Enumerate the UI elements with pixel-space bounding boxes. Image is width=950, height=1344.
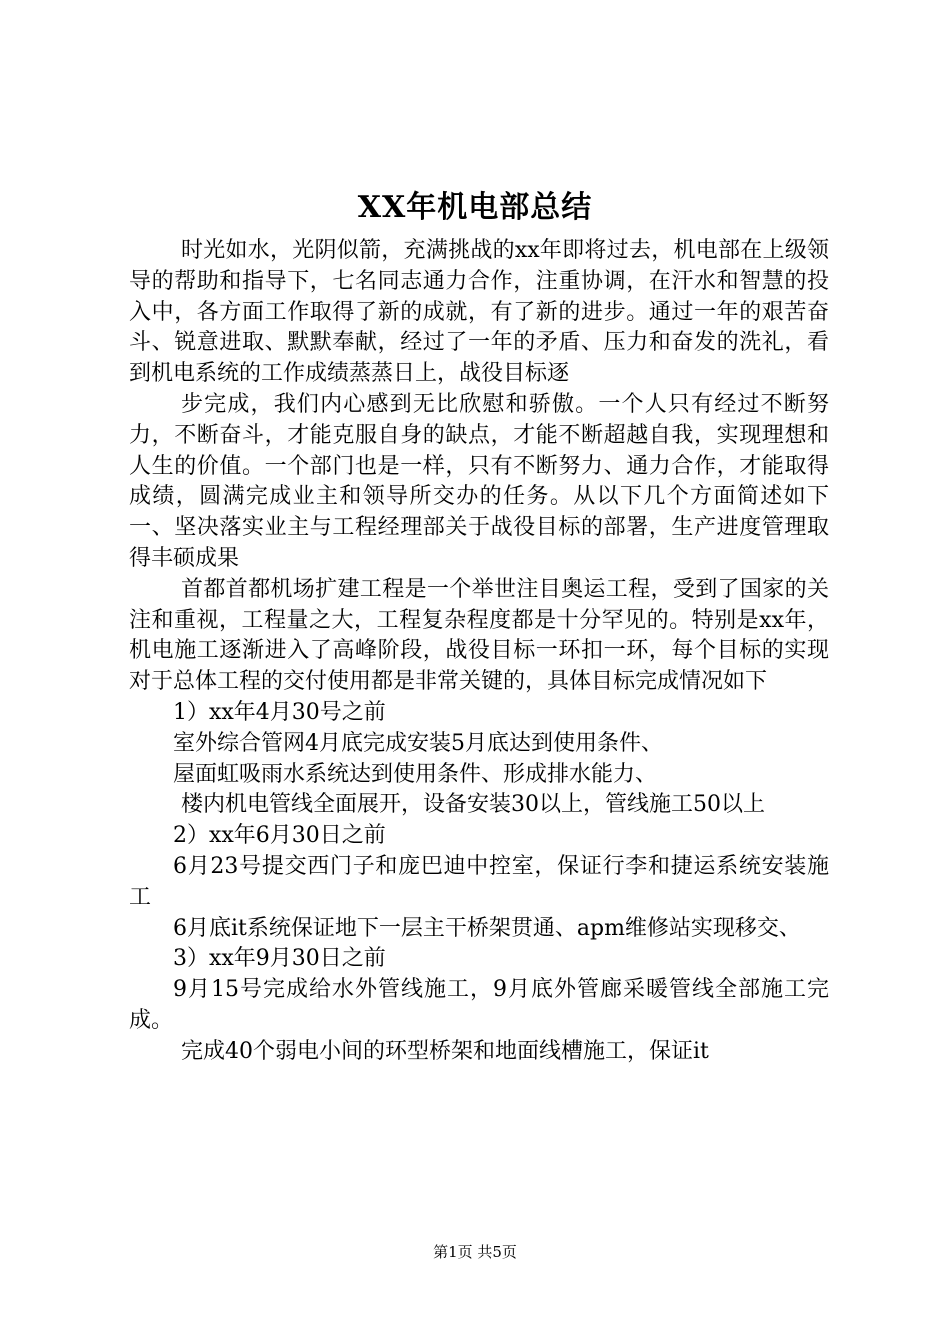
milestone-item: 屋面虹吸雨水系统达到使用条件、形成排水能力、 xyxy=(173,761,658,787)
milestone-item: 9月15号完成给水外管线施工，9月底外管廊采暖管线全部施工完成。 xyxy=(129,977,829,1033)
page-footer: 第1页 共5页 xyxy=(433,1243,517,1261)
milestone-heading: 1）xx年4月30号之前 xyxy=(173,699,386,725)
milestone-item: 完成40个弱电小间的环型桥架和地面线槽施工，保证it xyxy=(181,1038,709,1064)
paragraph-intro: 时光如水，光阴似箭，充满挑战的xx年即将过去，机电部在上级领导的帮助和指导下，七名同志通力合作，注重协调，在汗水和智慧的投入中，各方面工作取得了新的成就，有了新的进步。通过一年的艰苦奋斗、锐意进取、默默奉献，经过了一年的矛盾、压力和奋发的洗礼，看到机电系统的工作成绩蒸蒸日上，战役目标逐 xyxy=(129,238,829,387)
milestone-item: 6月底it系统保证地下一层主干桥架贯通、apm维修站实现移交、 xyxy=(173,915,801,941)
paragraph-project: 首都首都机场扩建工程是一个举世注目奥运工程，受到了国家的关注和重视，工程量之大，工程复杂程度都是十分罕见的。特别是xx年，机电施工逐渐进入了高峰阶段，战役目标一环扣一环，每个目标的实现对于总体工程的交付使用都是非常关键的，具体目标完成情况如下 xyxy=(129,576,829,695)
milestone-item: 室外综合管网4月底完成安装5月底达到使用条件、 xyxy=(173,730,663,756)
milestone-item: 楼内机电管线全面展开，设备安装30以上，管线施工50以上 xyxy=(181,792,765,818)
milestone-item: 6月23号提交西门子和庞巴迪中控室，保证行李和捷运系统安装施工 xyxy=(129,853,829,910)
milestone-heading: 2）xx年6月30日之前 xyxy=(173,823,386,849)
milestone-heading: 3）xx年9月30日之前 xyxy=(173,946,386,972)
document-title: XX年机电部总结 xyxy=(357,190,593,225)
paragraph-reflection: 步完成，我们内心感到无比欣慰和骄傲。一个人只有经过不断努力，不断奋斗，才能克服自身的缺点，才能不断超越自我，实现理想和人生的价值。一个部门也是一样，只有不断努力、通力合作，才能取得成绩，圆满完成业主和领导所交办的任务。从以下几个方面简述如下一、坚决落实业主与工程经理部关于战役目标的部署，生产进度管理取得丰硕成果 xyxy=(129,391,829,571)
document-body xyxy=(129,236,829,1068)
